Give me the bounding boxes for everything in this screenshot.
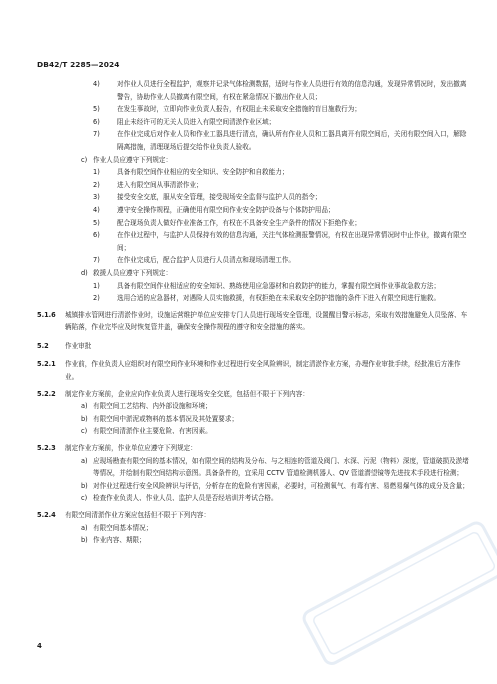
item-marker: 7) (93, 256, 100, 265)
item-text: 作业内容、期限； (93, 536, 146, 545)
item-marker: 3) (93, 193, 100, 202)
list-item (37, 534, 469, 547)
item-marker: 1) (93, 168, 100, 177)
item-text: 在作业完成后，配合监护人员进行人员清点和现场清理工作。 (117, 256, 296, 265)
item-text: 具备有限空间作业相应的安全知识、安全防护和自救能力； (117, 168, 289, 177)
item-text: 接受安全交底，服从安全管理，接受现场安全监督与监护人员的指令； (117, 193, 322, 202)
item-text: 阻止未经许可的无关人员进入有限空间清淤作业区域； (117, 117, 276, 126)
item-text: 有限空间中淤泥或物料的基本情况及其处置要求； (93, 414, 239, 423)
item-marker: 5) (93, 105, 100, 114)
item-marker: d) (81, 268, 88, 277)
list-item (37, 480, 469, 493)
sub-list-item (37, 254, 469, 267)
sub-list-item (37, 166, 469, 179)
item-marker: 5.2.2 (37, 389, 56, 398)
sub-list-item (37, 128, 469, 153)
list-item (37, 267, 469, 280)
item-text: 配合现场负责人做好作业准备工作，有权在不具备安全生产条件的情况下拒绝作业； (117, 218, 361, 227)
item-marker: b) (81, 536, 88, 545)
sub-list-item (37, 116, 469, 129)
item-text: 在作业过程中，与监护人员保持有效的信息沟通，关注气体检测报警情况，有权在出现异常情况时中止作业，撤离有限空间； (117, 231, 467, 252)
item-text: 检查作业负责人、作业人员、监护人员是否经培训并考试合格。 (93, 494, 278, 503)
item-text: 有限空间工艺结构、内外部设施和环境； (93, 402, 212, 411)
sub-list-item (37, 103, 469, 116)
clause-paragraph (37, 509, 469, 522)
item-text: 有限空间基本情况； (93, 523, 153, 532)
clause-paragraph (37, 442, 469, 455)
item-marker: c) (81, 494, 88, 503)
item-marker: c) (81, 427, 88, 436)
item-text: 进入有限空间从事清淤作业； (117, 180, 203, 189)
item-marker: 1) (93, 281, 100, 290)
item-text: 对作业过程进行安全风险辨识与评估，分析存在的危险有害因素，必要时，可检测氧气、有毒有害、易燃易爆气体的成分及含量； (93, 481, 469, 490)
item-text: 有限空间清淤作业主要危险、有害因素。 (93, 427, 212, 436)
item-marker: 4) (93, 205, 100, 214)
sub-list-item (37, 280, 469, 293)
sub-list-item (37, 179, 469, 192)
item-text: 制定作业方案前，作业单位应遵守下列规定： (65, 444, 197, 453)
standard-code-header: DB42/T 2285—2024 (37, 60, 120, 69)
sub-list-item (37, 191, 469, 204)
sub-list-item (37, 217, 469, 230)
item-text: 作业前，作业负责人应组织对有限空间作业环境和作业过程进行安全风险辨识，制定清淤作业方案，办理作业审批手续，经批准后方准作业。 (65, 360, 461, 382)
item-text: 城镇排水管网进行清淤作业时，设施运营维护单位应安排专门人员进行现场安全管理，设置醒目警示标志，采取有效措施避免人员坠落、车辆陷落，作业完毕应及时恢复管井盖，确保安全操作规程的遵守和安全措施的落实。 (65, 310, 468, 332)
item-marker: 2) (93, 294, 100, 303)
item-marker: b) (81, 481, 88, 490)
sub-list-item (37, 78, 469, 103)
item-marker: a) (81, 523, 88, 532)
clause-paragraph (37, 309, 469, 334)
paragraph-spacer (37, 334, 469, 338)
item-text: 对作业人员进行全程监护，观察并记录气体检测数据，适时与作业人员进行有效的信息沟通，发现异常情况时，发出撤离警告，协助作业人员撤离有限空间，有权在紧急情况下撤出作业人员； (117, 80, 467, 101)
list-item (37, 425, 469, 438)
clause-paragraph (37, 358, 469, 383)
list-item (37, 154, 469, 167)
item-marker: 7) (93, 130, 100, 139)
item-marker: 5.2.4 (37, 511, 56, 519)
item-marker: 5.2 (37, 341, 49, 350)
item-text: 应现场勘查有限空间的基本情况，如有限空间的结构及分布、与之相连的管道及阀门、水深、污泥（物料）深度，管道破损及淤堵等情况，并绘制有限空间结构示意图。具备条件的，宜采用 CCTV 管道检测机器人、QV 管道潜望镜等先进技术手段进行检测； (93, 456, 469, 478)
item-marker: 5.2.1 (37, 360, 56, 369)
item-marker: 5.1.6 (37, 310, 56, 319)
item-marker: a) (81, 402, 88, 411)
item-text: 作业人员应遵守下列规定： (93, 155, 173, 164)
list-item (37, 400, 469, 413)
item-text: 救援人员应遵守下列规定： (93, 268, 173, 277)
list-item (37, 455, 469, 480)
item-marker: a) (81, 456, 88, 465)
page-number: 4 (37, 642, 42, 650)
item-marker: 5.2.3 (37, 444, 56, 453)
item-marker: 6) (93, 231, 100, 240)
sub-list-item (37, 229, 469, 254)
item-text: 遵守安全操作规程，正确使用有限空间作业安全防护设备与个体防护用品； (117, 205, 335, 214)
item-marker: 5) (93, 218, 100, 227)
clause-paragraph (37, 388, 469, 401)
list-item (37, 492, 469, 505)
list-item (37, 413, 469, 426)
item-marker: b) (81, 414, 88, 423)
item-marker: 2) (93, 180, 100, 189)
section-heading (37, 340, 469, 353)
item-marker: 4) (93, 80, 100, 88)
sub-list-item (37, 204, 469, 217)
item-text: 制定作业方案前，企业应向作业负责人进行现场安全交底，包括但不限于下列内容： (65, 389, 309, 398)
document-body (37, 78, 469, 547)
item-text: 选用合适的应急器材，对遇险人员实施救援，有权拒绝在未采取安全防护措施的条件下进入有限空间进行施救。 (117, 294, 441, 303)
item-text: 在发生事故时，立即向作业负责人报告，有权阻止未采取安全措施的盲目施救行为； (117, 105, 361, 114)
item-text: 在作业完成后对作业人员和作业工器具进行清点，确认所有作业人员和工器具离开有限空间后，关闭有限空间入口，解除隔离措施，清理现场后提交给作业负责人验收。 (117, 130, 467, 151)
item-text: 作业审批 (65, 341, 92, 350)
list-item (37, 522, 469, 535)
item-text: 有限空间清淤作业方案应包括但不限于下列内容： (65, 511, 211, 519)
item-marker: c) (81, 155, 88, 164)
sub-list-item (37, 292, 469, 305)
item-text: 具备有限空间作业相适应的安全知识、熟练使用应急器材和自救防护的能力，掌握有限空间作业事故急救方法； (117, 281, 441, 290)
item-marker: 6) (93, 117, 100, 126)
